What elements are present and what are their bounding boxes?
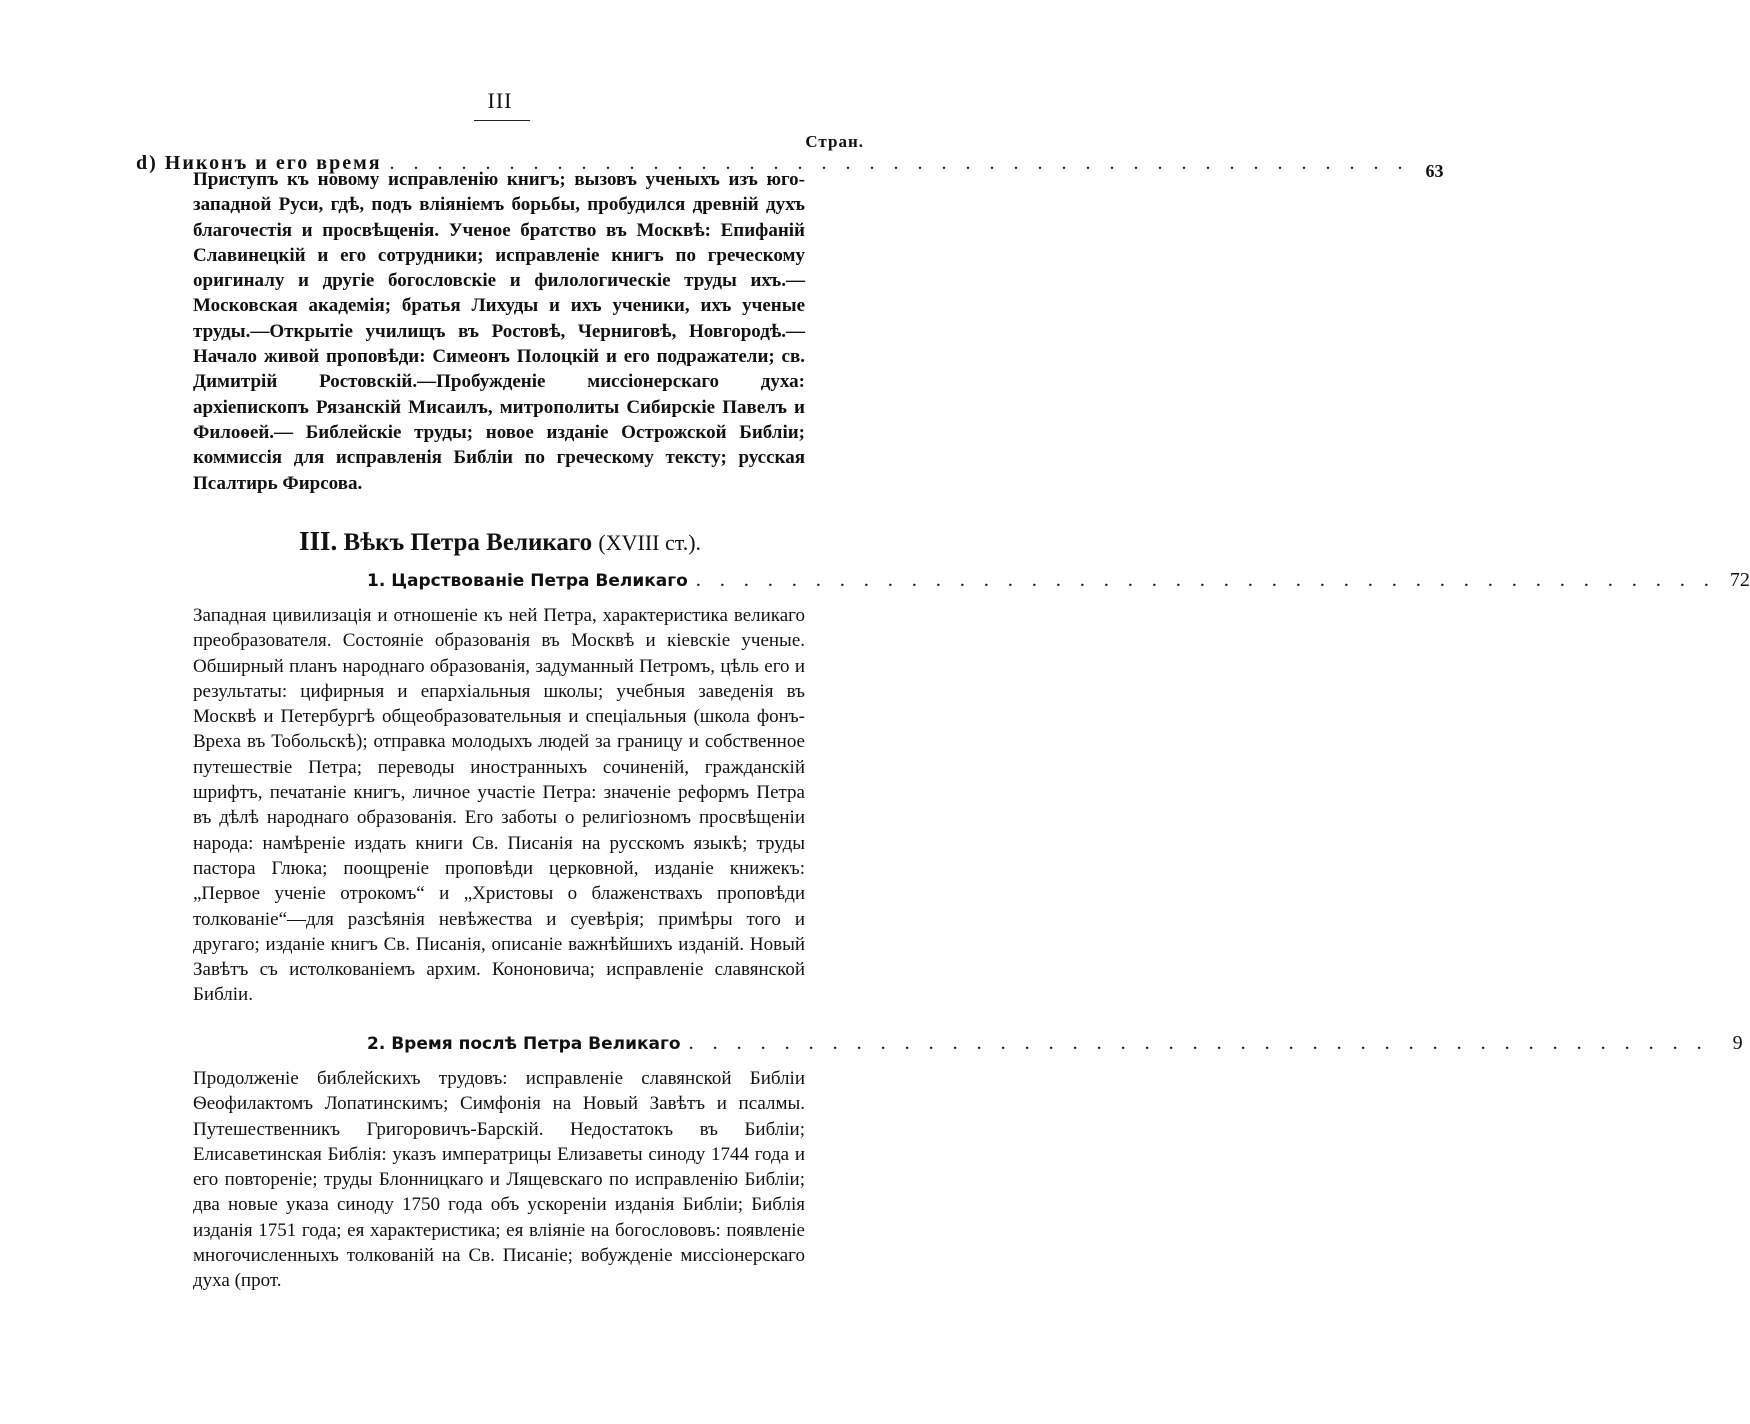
toc-entry-page: 63 [1425,161,1444,181]
toc-entry-label: 2. Время послѣ Петра Великаго [367,1034,681,1054]
chapter-number: III. [298,526,338,556]
chapter-heading [0,526,1000,557]
chapter-era: (XVIII ст.). [598,530,702,555]
toc-entry-peter-reign [367,569,1750,592]
dot-leaders: . . . . . . . . . . . . . . . . . . . . . . . . . . . . . . . . . . . . . . . . . . . [695,569,1716,591]
page-number-rule [474,120,530,121]
toc-entry-after-peter [367,1032,1743,1055]
toc-entry-page: 72 [1729,569,1750,591]
toc-entry-page: 9 [1732,1032,1743,1054]
dot-leaders: . . . . . . . . . . . . . . . . . . . . . . . . . . . . . . . . . . . . . . . . . . . [389,152,1410,174]
page-column-header: Стран. [805,132,864,151]
section-summary: Западная цивилизація и отношеніе къ ней Петра, характеристика великаго преобразователя. Состояніе образованія въ Москвѣ и кіевскіе ученые. Обширный планъ народнаго образованія, задуманный Петромъ, цѣль его и результаты: цифирныя и епархіальныя школы; учебныя заведенія въ Москвѣ и Петербургѣ общеобразовательныя и спеціальныя (школа фонъ-Вреха въ Тобольскѣ); отправка молодыхъ людей за границу и собственное путешествіе Петра; переводы иностранныхъ сочиненій, гражданскій шрифтъ, печатаніе книгъ, личное участіе Петра: значеніе реформъ Петра въ дѣлѣ народнаго образованія. Его заботы о религіозномъ просвѣщеніи народа: намѣреніе издать книги Св. Писанія на русскомъ языкѣ; труды пастора Глюка; поощреніе проповѣди церковной, изданіе книжекъ: „Первое ученіе отрокомъ“ и „Христовы о блаженствахъ проповѣди толкованіе“—для разсѣянія невѣжества и суевѣрія; примѣры того и другаго; изданіе книгъ Св. Писанія, описаніе важнѣйшихъ изданій. Новый Завѣтъ съ истолкованіемъ архим. Кононовича; исправленіе славянской Библіи. [193,605,805,1006]
section-summary: Продолженіе библейскихъ трудовъ: исправленіе славянской Библіи Ѳеофилактомъ Лопатинскимъ; Симфонія на Новый Завѣтъ и псалмы. Путешественникъ Григоровичъ-Барскій. Недостатокъ въ Библіи; Елисаветинская Библія: указъ императрицы Елизаветы синоду 1744 года и его повтореніе; труды Блонницкаго и Лящевскаго по исправленію Библіи; два новые указа синоду 1750 года объ ускореніи изданія Библіи; Библія изданія 1751 года; ея характеристика; ея вліяніе на богослововъ: появленіе многочисленныхъ толкованій на Св. Писаніе; вобужденіе миссіонерскаго духа (прот. [193,1068,805,1292]
toc-entry-label: d) Никонъ и его время [136,152,382,174]
toc-entry-label: 1. Царствованіе Петра Великаго [367,571,688,591]
chapter-title: Вѣкъ Петра Великаго [343,529,593,556]
dot-leaders: . . . . . . . . . . . . . . . . . . . . . . . . . . . . . . . . . . . . . . . . . . . [688,1032,1709,1054]
section-summary: Приступъ къ новому исправленію книгъ; вызовъ ученыхъ изъ юго-западной Руси, гдѣ, подъ вліяніемъ борьбы, пробудился древній духъ благочестія и просвѣщенія. Ученое братство въ Москвѣ: Епифаній Славинецкій и его сотрудники; исправленіе книгъ по греческому оригиналу и другіе богословскіе и филологическіе труды ихъ.—Московская академія; братья Лихуды и ихъ ученики, ихъ ученые труды.—Открытіе училищъ въ Ростовѣ, Черниговѣ, Новгородѣ.—Начало живой проповѣди: Симеонъ Полоцкій и его подражатели; св. Димитрій Ростовскій.—Пробужденіе миссіонерскаго духа: архіепископъ Рязанскій Мисаилъ, митрополиты Сибирскіе Павелъ и Филоѳей.— Библейскіе труды; новое изданіе Острожской Библіи; коммиссія для исправленія Библіи по греческому тексту; русская Псалтирь Фирсова. [193,169,805,494]
page-number: III [487,88,513,113]
